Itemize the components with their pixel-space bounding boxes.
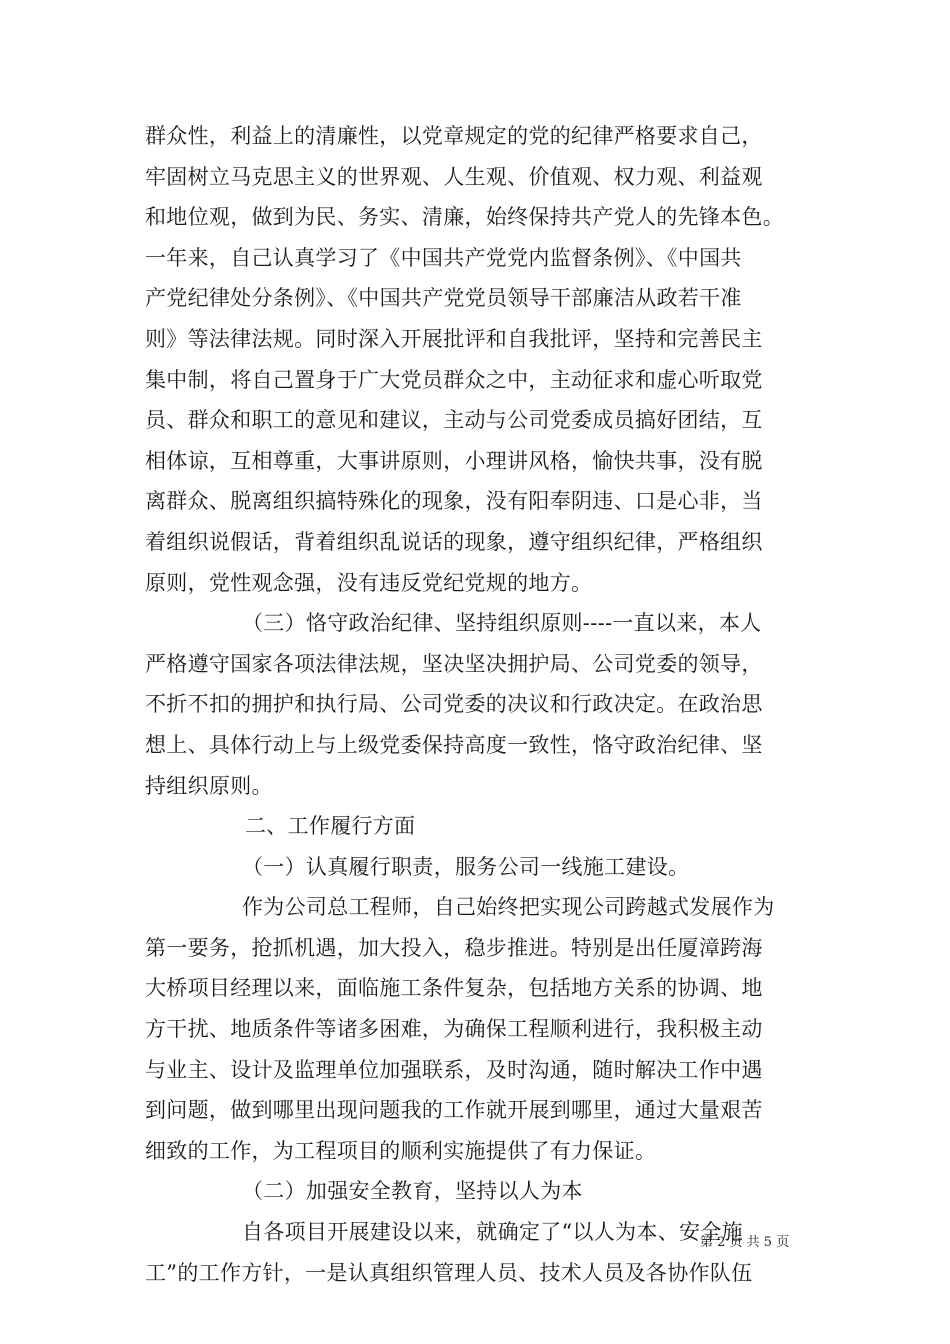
text-line: 原则，党性观念强，没有违反党纪党规的地方。	[145, 570, 593, 595]
text-line: 则》等法律法规。同时深入开展批评和自我批评，坚持和完善民主	[145, 326, 763, 351]
subsection-heading-1: （一）认真履行职责，服务公司一线施工建设。	[242, 854, 690, 879]
text-line: 与业主、设计及监理单位加强联系，及时沟通，随时解决工作中遇	[145, 1057, 763, 1082]
section-heading-3: （三）恪守政治纪律、坚持组织原则----一直以来，本人	[242, 611, 762, 636]
text-line: 细致的工作，为工程项目的顺利实施提供了有力保证。	[145, 1138, 657, 1163]
subsection-heading-2: （二）加强安全教育，坚持以人为本	[242, 1179, 583, 1204]
text-line: 离群众、脱离组织搞特殊化的现象，没有阳奉阴违、口是心非，当	[145, 489, 763, 514]
text-line: 第一要务，抢抓机遇，加大投入，稳步推进。特别是出任厦漳跨海	[145, 935, 763, 960]
text-line: 一年来，自己认真学习了《中国共产党党内监督条例》、《中国共	[145, 245, 742, 270]
page-number-footer: 第 2 页 共 5 页	[700, 1235, 790, 1250]
text-line: 工”的工作方针，一是认真组织管理人员、技术人员及各协作队伍	[145, 1260, 753, 1285]
text-line: 相体谅，互相尊重，大事讲原则，小理讲风格，愉快共事，没有脱	[145, 448, 763, 473]
text-line: 产党纪律处分条例》、《中国共产党党员领导干部廉洁从政若干准	[145, 286, 742, 311]
section-heading-2: 二、工作履行方面	[245, 814, 416, 839]
text-line: 严格遵守国家各项法律法规，坚决坚决拥护局、公司党委的领导，	[145, 651, 763, 676]
paragraph-start: 自各项目开展建设以来，就确定了“以人为本、安全施	[242, 1220, 743, 1245]
document-body	[145, 116, 815, 1293]
text-line: 大桥项目经理以来，面临施工条件复杂，包括地方关系的协调、地	[145, 976, 763, 1001]
text-line: 群众性，利益上的清廉性，以党章规定的党的纪律严格要求自己，	[145, 124, 763, 148]
text-line: 着组织说假话，背着组织乱说话的现象，遵守组织纪律，严格组织	[145, 529, 763, 554]
text-line: 和地位观，做到为民、务实、清廉，始终保持共产党人的先锋本色。	[145, 205, 784, 230]
text-line: 想上、具体行动上与上级党委保持高度一致性，恪守政治纪律、坚	[145, 732, 763, 757]
text-line: 牢固树立马克思主义的世界观、人生观、价值观、权力观、利益观	[145, 164, 763, 189]
paragraph-start: 作为公司总工程师，自己始终把实现公司跨越式发展作为	[242, 895, 775, 920]
text-line: 员、群众和职工的意见和建议，主动与公司党委成员搞好团结，互	[145, 408, 763, 433]
text-line: 不折不扣的拥护和执行局、公司党委的决议和行政决定。在政治思	[145, 692, 763, 717]
text-line: 到问题，做到哪里出现问题我的工作就开展到哪里，通过大量艰苦	[145, 1098, 763, 1123]
text-line: 集中制，将自己置身于广大党员群众之中，主动征求和虚心听取党	[145, 367, 763, 392]
text-line: 方干扰、地质条件等诸多困难，为确保工程顺利进行，我积极主动	[145, 1017, 763, 1042]
text-line: 持组织原则。	[145, 773, 273, 798]
